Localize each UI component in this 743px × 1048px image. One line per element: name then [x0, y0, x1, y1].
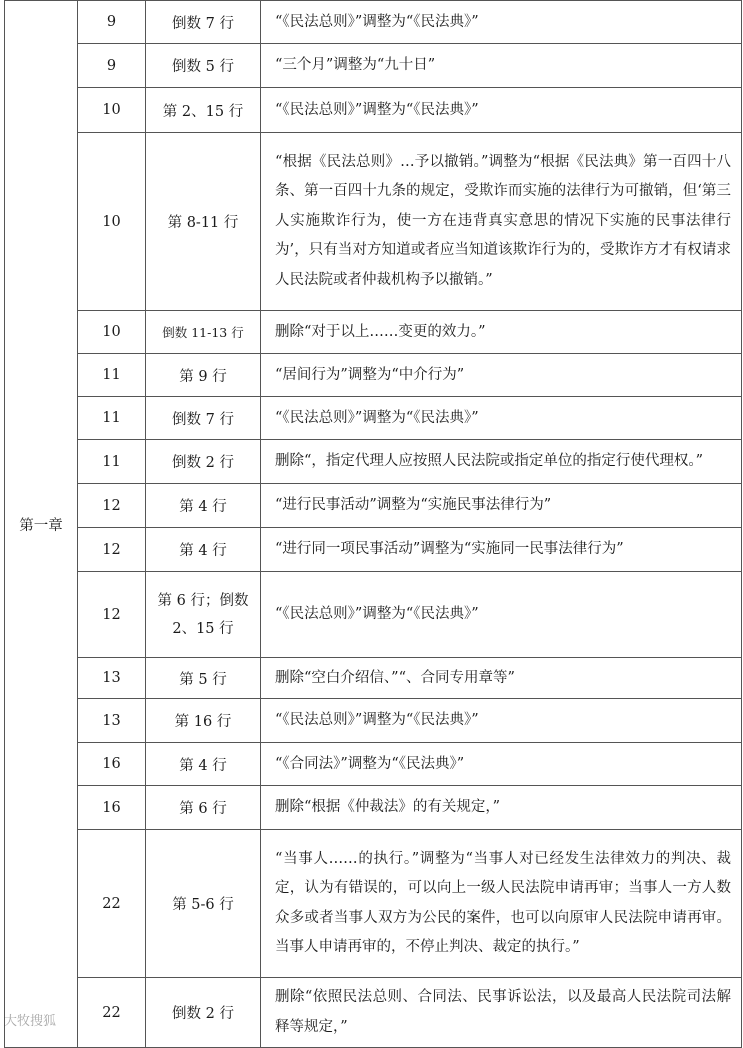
- content-cell: “根据《民法总则》…予以撤销。”调整为“根据《民法典》第一百四十八条、第一百四十九条的规定，受欺诈而实施的法律行为可撤销，但‘第三人实施欺诈行为，使一方在违背真实意思的情况下实施的民事法律行为’，只有当对方知道或者应当知道该欺诈行为的，受欺诈方才有权请求人民法院或者仲裁机构予以撤销。”: [261, 133, 742, 311]
- footer-watermark-logo: 大牧搜狐: [4, 1014, 57, 1029]
- line-cell: 第 2、15 行: [146, 88, 261, 133]
- table-row: [5, 44, 742, 88]
- page-cell: 16: [78, 743, 146, 786]
- line-cell: 倒数 7 行: [146, 1, 261, 44]
- page-cell: 11: [78, 440, 146, 484]
- line-cell: 倒数 7 行: [146, 397, 261, 440]
- content-cell: “进行民事活动”调整为“实施民事法律行为”: [261, 484, 742, 528]
- page-cell: 12: [78, 572, 146, 658]
- line-cell: 倒数 5 行: [146, 44, 261, 88]
- page-cell: 11: [78, 354, 146, 397]
- page-cell: 16: [78, 786, 146, 830]
- line-cell: 第 6 行: [146, 786, 261, 830]
- table-row: [5, 572, 742, 658]
- page-cell: 13: [78, 658, 146, 699]
- content-cell: 删除“，指定代理人应按照人民法院或指定单位的指定行使代理权。”: [261, 440, 742, 484]
- table-row: [5, 830, 742, 978]
- content-cell: “《民法总则》”调整为“《民法典》”: [261, 1, 742, 44]
- table-row: [5, 699, 742, 743]
- line-cell: 第 4 行: [146, 528, 261, 572]
- table-row: [5, 743, 742, 786]
- errata-table: [4, 0, 742, 1048]
- page-cell: 11: [78, 397, 146, 440]
- line-cell: 第 6 行；倒数 2、15 行: [146, 572, 261, 658]
- table-row: [5, 786, 742, 830]
- line-cell: 第 8-11 行: [146, 133, 261, 311]
- line-cell: 倒数 2 行: [146, 440, 261, 484]
- page-cell: 10: [78, 311, 146, 354]
- table-row: [5, 397, 742, 440]
- table-row: [5, 311, 742, 354]
- line-cell: 第 4 行: [146, 743, 261, 786]
- content-cell: “《民法总则》”调整为“《民法典》”: [261, 699, 742, 743]
- page-cell: 12: [78, 484, 146, 528]
- line-cell: 第 16 行: [146, 699, 261, 743]
- content-cell: “《民法总则》”调整为“《民法典》”: [261, 397, 742, 440]
- content-cell: “《民法总则》”调整为“《民法典》”: [261, 572, 742, 658]
- content-cell: 删除“空白介绍信、”“、合同专用章等”: [261, 658, 742, 699]
- content-cell: 删除“依照民法总则、合同法、民事诉讼法，以及最高人民法院司法解释等规定，”: [261, 978, 742, 1048]
- line-cell: 第 5-6 行: [146, 830, 261, 978]
- page-cell: 9: [78, 44, 146, 88]
- page-cell: 10: [78, 133, 146, 311]
- table-row: [5, 440, 742, 484]
- line-cell: 第 4 行: [146, 484, 261, 528]
- content-cell: 删除“对于以上……变更的效力。”: [261, 311, 742, 354]
- page-cell: 10: [78, 88, 146, 133]
- content-cell: 删除“根据《仲裁法》的有关规定，”: [261, 786, 742, 830]
- table-row: [5, 528, 742, 572]
- content-cell: “《民法总则》”调整为“《民法典》”: [261, 88, 742, 133]
- line-cell: 第 5 行: [146, 658, 261, 699]
- content-cell: “三个月”调整为“九十日”: [261, 44, 742, 88]
- page-cell: 9: [78, 1, 146, 44]
- content-cell: “居间行为”调整为“中介行为”: [261, 354, 742, 397]
- table-row: [5, 88, 742, 133]
- content-cell: “当事人……的执行。”调整为“当事人对已经发生法律效力的判决、裁定，认为有错误的，可以向上一级人民法院申请再审；当事人一方人数众多或者当事人双方为公民的案件，也可以向原审人民法院申请再审。当事人申请再审的，不停止判决、裁定的执行。”: [261, 830, 742, 978]
- table-row: [5, 978, 742, 1048]
- table-row: [5, 133, 742, 311]
- content-cell: “进行同一项民事活动”调整为“实施同一民事法律行为”: [261, 528, 742, 572]
- line-cell: 第 9 行: [146, 354, 261, 397]
- content-cell: “《合同法》”调整为“《民法典》”: [261, 743, 742, 786]
- page-cell: 13: [78, 699, 146, 743]
- chapter-cell: 第一章: [5, 1, 78, 1048]
- page-cell: 22: [78, 978, 146, 1048]
- page-cell: 12: [78, 528, 146, 572]
- table-row: [5, 354, 742, 397]
- table-row: [5, 484, 742, 528]
- table-row: [5, 658, 742, 699]
- table-row: [5, 1, 742, 44]
- line-cell: 倒数 2 行: [146, 978, 261, 1048]
- page-cell: 22: [78, 830, 146, 978]
- line-cell: 倒数 11-13 行: [146, 311, 261, 354]
